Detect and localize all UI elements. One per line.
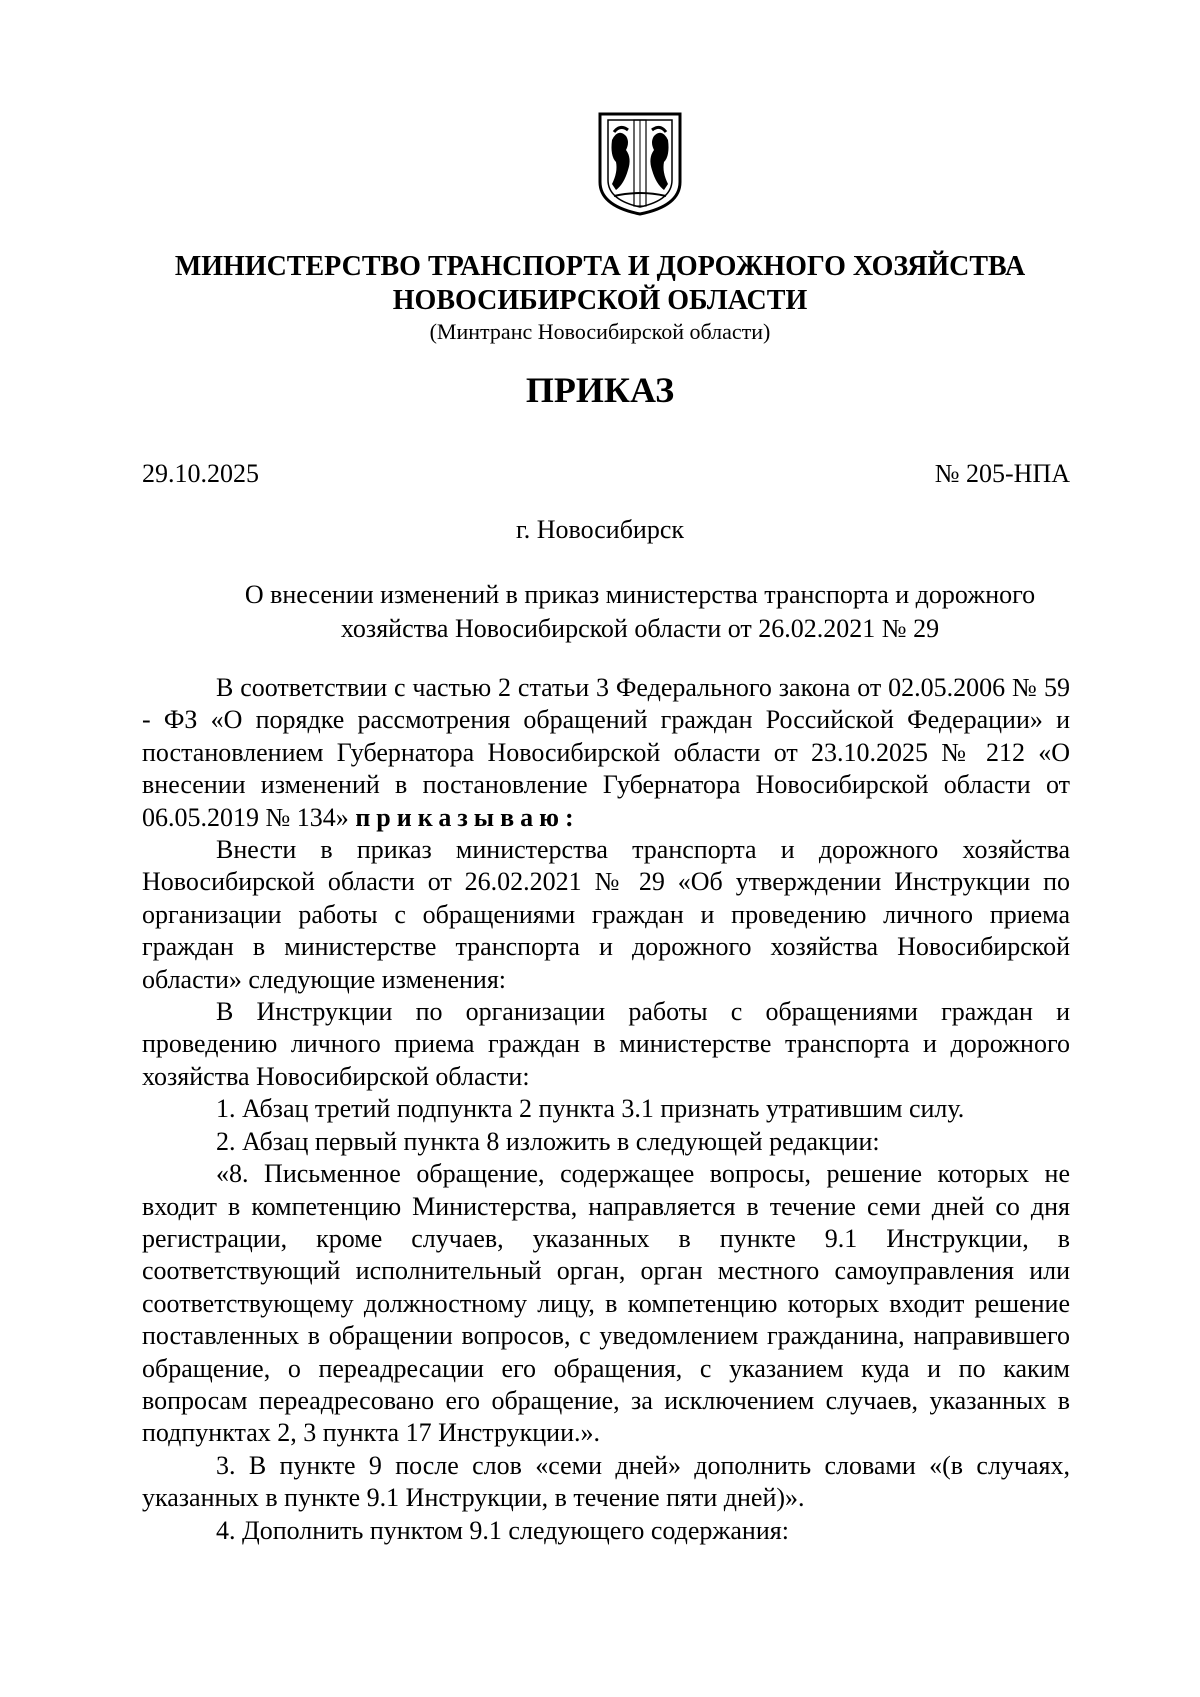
document-date: 29.10.2025 (142, 459, 259, 488)
ministry-short-name: (Минтранс Новосибирской области) (429, 319, 771, 344)
body-paragraph: Внести в приказ министерства транспорта и дорожного хозяйства Новосибирской области от 26.02.2021 № 29 «Об утверждении Инструкции по организации работы с обращениями граждан и проведению личного приема граждан в министерстве транспорта и дорожного хозяйства Новосибирской области» следующие изменения: (142, 835, 1070, 994)
body-paragraph: В Инструкции по организации работы с обращениями граждан и проведению личного приема граждан в министерстве транспорта и дорожного хозяйства Новосибирской области: (142, 997, 1070, 1091)
coat-of-arms-icon (596, 110, 684, 218)
body-paragraph-preamble (142, 672, 1070, 834)
preamble-text: В соответствии с частью 2 статьи 3 Федерального закона от 02.05.2006 № 59 - ФЗ «О порядке рассмотрения обращений граждан Российской Федерации» и постановлением Губернатора Новосибирской области от 23.10.2025 № 212 «О внесении изменений в постановление Губернатора Новосибирской области от 06.05.2019 № 134» (142, 673, 1070, 832)
ministry-name-line2: НОВОСИБИРСКОЙ ОБЛАСТИ (392, 285, 808, 316)
order-keyword: приказываю: (355, 802, 580, 832)
document-number: № 205-НПА (934, 459, 1070, 488)
document-body (142, 672, 1070, 1547)
body-paragraph: 4. Дополнить пунктом 9.1 следующего содержания: (216, 1515, 789, 1545)
body-paragraph: 3. В пункте 9 после слов «семи дней» дополнить словами «(в случаях, указанных в пункте 9.1 Инструкции, в течение пяти дней)». (142, 1450, 1070, 1513)
body-paragraph: 1. Абзац третий подпункта 2 пункта 3.1 признать утратившим силу. (216, 1094, 965, 1124)
document-type-title: ПРИКАЗ (525, 370, 675, 410)
subject-line1: О внесении изменений в приказ министерства транспорта и дорожного (244, 580, 1036, 609)
document-city: г. Новосибирск (515, 515, 685, 544)
body-paragraph: 2. Абзац первый пункта 8 изложить в следующей редакции: (216, 1126, 880, 1156)
document-subject (200, 578, 1080, 646)
ministry-name-line1: МИНИСТЕРСТВО ТРАНСПОРТА И ДОРОЖНОГО ХОЗЯЙСТВА (174, 251, 1026, 282)
subject-line2: хозяйства Новосибирской области от 26.02.2021 № 29 (340, 614, 940, 643)
body-paragraph: «8. Письменное обращение, содержащее вопросы, решение которых не входит в компетенцию Министерства, направляется в течение семи дней со дня регистрации, кроме случаев, указанных в пункте 9.1 Инструкции, в соответствующий исполнительный орган, орган местного самоуправления или соответствующему должностному лицу, в компетенцию которых входит решение поставленных в обращении вопросов, с уведомлением гражданина, направившего обращение, о переадресации его обращения, с указанием куда и по каким вопросам переадресовано его обращение, за исключением случаев, указанных в подпунктах 2, 3 пункта 17 Инструкции.». (142, 1159, 1070, 1448)
